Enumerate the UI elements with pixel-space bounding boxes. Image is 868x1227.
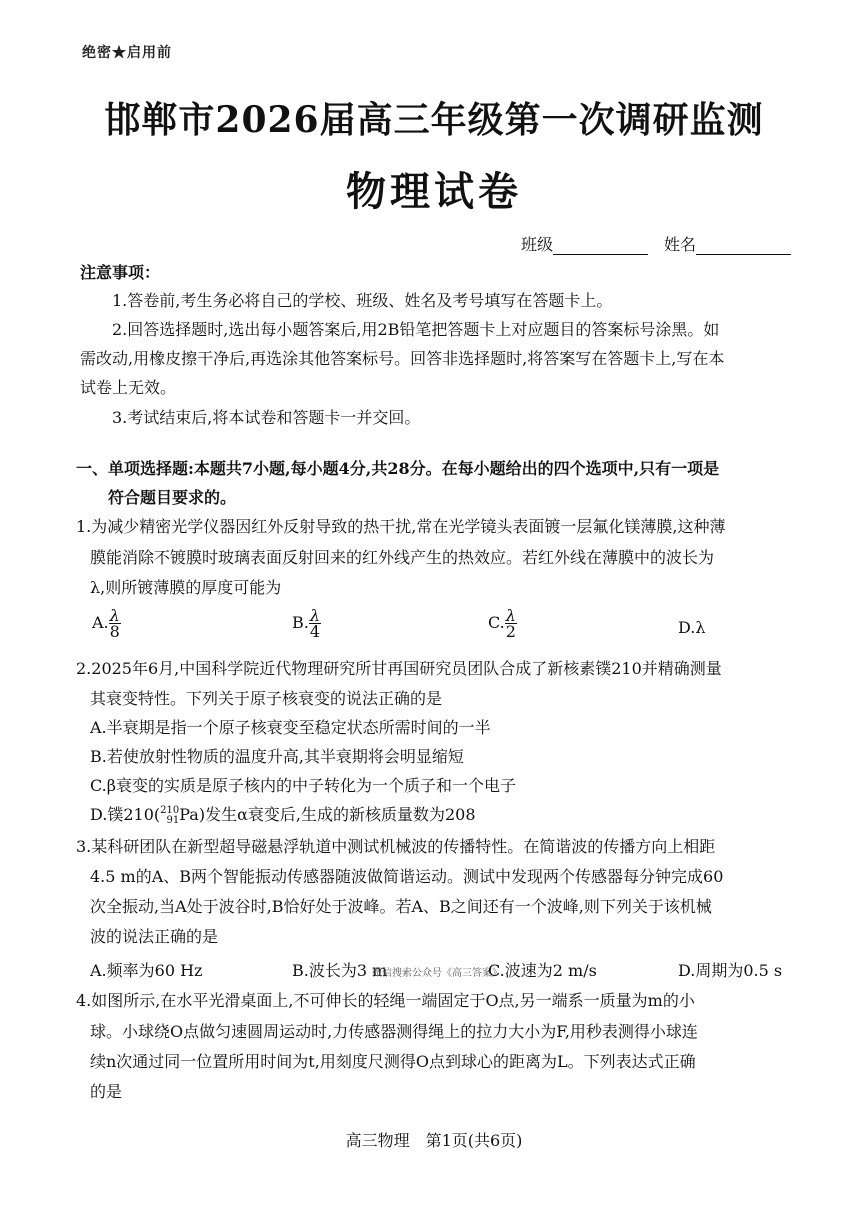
section1-heading-cont: 符合题目要求的。 (108, 488, 237, 507)
class-label: 班级 (521, 235, 554, 254)
q1-option-b-num: λ (309, 606, 320, 625)
q3-line4: 波的说法正确的是 (90, 927, 219, 946)
q2-option-b[interactable]: B.若使放射性物质的温度升高,其半衰期将会明显缩短 (90, 747, 464, 766)
q1-option-c-num: λ (505, 606, 516, 625)
nuclide-atomic-number: 91 (166, 814, 180, 826)
q4-line2: 球。小球绕O点做匀速圆周运动时,力传感器测得绳上的拉力大小为F,用秒表测得小球连 (90, 1022, 698, 1041)
q1-option-a-den: 8 (109, 622, 120, 641)
nuclide-mass-number: 210 (160, 804, 180, 816)
q1-option-d[interactable]: D.λ (678, 618, 706, 637)
q1-line3: λ,则所镀薄膜的厚度可能为 (90, 578, 282, 597)
q1-option-c-den: 2 (505, 622, 516, 641)
q3-line3: 次全振动,当A处于波谷时,B恰好处于波峰。若A、B之间还有一个波峰,则下列关于该机械 (90, 897, 712, 916)
q1-option-a[interactable] (92, 608, 121, 639)
q2-line1: 2.2025年6月,中国科学院近代物理研究所甘再国研究员团队合成了新核素镤210并精确测量 (76, 659, 722, 678)
confidential-label: 绝密★启用前 (82, 45, 172, 61)
q3-option-d[interactable]: D.周期为0.5 s (678, 961, 783, 980)
q1-option-a-label: A. (92, 613, 109, 632)
q2-line2: 其衰变特性。下列关于原子核衰变的说法正确的是 (90, 689, 443, 708)
q1-line1: 1.为减少精密光学仪器因红外反射导致的热干扰,常在光学镜头表面镀一层氟化镁薄膜,这种薄 (76, 517, 726, 536)
q2-option-d-prefix: D.镤210( (90, 805, 161, 824)
nuclide-symbol: Pa (179, 805, 199, 824)
q4-line1: 4.如图所示,在水平光滑桌面上,不可伸长的轻绳一端固定于O点,另一端系一质量为m的小 (76, 991, 695, 1010)
q1-option-b-label: B. (292, 613, 309, 632)
notice-item-2-line1: 2.回答选择题时,选出每小题答案后,用2B铅笔把答题卡上对应题目的答案标号涂黑。如 (112, 320, 720, 339)
q2-option-a[interactable]: A.半衰期是指一个原子核衰变至稳定状态所需时间的一半 (90, 718, 491, 737)
class-blank[interactable] (553, 240, 648, 255)
name-label: 姓名 (664, 235, 697, 254)
q1-option-c-label: C. (488, 613, 505, 632)
exam-subject-title: 物理试卷 (346, 168, 522, 215)
notice-item-2-line2: 需改动,用橡皮擦干净后,再选涂其他答案标号。回答非选择题时,将答案写在答题卡上,写在本 (80, 349, 725, 368)
q1-option-a-num: λ (109, 606, 120, 625)
q4-line3: 续n次通过同一位置所用时间为t,用刻度尺测得O点到球心的距离为L。下列表达式正确 (90, 1052, 696, 1071)
page-footer: 高三物理 第1页(共6页) (345, 1131, 523, 1150)
q1-option-b-den: 4 (309, 622, 320, 641)
notice-item-3: 3.考试结束后,将本试卷和答题卡一并交回。 (112, 408, 421, 427)
section1-heading: 一、单项选择题:本题共7小题,每小题4分,共28分。在每小题给出的四个选项中,只有一项是 (76, 459, 720, 478)
q3-line2: 4.5 m的A、B两个智能振动传感器随波做简谐运动。测试中发现两个传感器每分钟完成60 (90, 867, 724, 886)
q3-option-a[interactable]: A.频率为60 Hz (90, 961, 203, 980)
notice-item-1: 1.答卷前,考生务必将自己的学校、班级、姓名及考号填写在答题卡上。 (112, 291, 613, 310)
q3-line1: 3.某科研团队在新型超导磁悬浮轨道中测试机械波的传播特性。在简谐波的传播方向上相距 (76, 837, 716, 856)
notice-item-2-line3: 试卷上无效。 (80, 378, 177, 397)
q2-option-c[interactable]: C.β衰变的实质是原子核内的中子转化为一个质子和一个电子 (90, 776, 517, 795)
q3-option-c[interactable]: C.波速为2 m/s (488, 961, 597, 980)
q2-option-d-suffix: )发生α衰变后,生成的新核质量数为208 (198, 805, 476, 824)
exam-title: 邯郸市2026届高三年级第一次调研监测 (104, 99, 764, 141)
student-info-fields (521, 232, 791, 255)
watermark-text: 微信搜索公众号《高三答案》 (372, 968, 502, 979)
q1-option-c[interactable] (488, 608, 517, 639)
q1-line2: 膜能消除不镀膜时玻璃表面反射回来的红外线产生的热效应。若红外线在薄膜中的波长为 (90, 548, 715, 567)
q4-line4: 的是 (90, 1082, 123, 1101)
q3-option-b[interactable]: B.波长为3 m (292, 961, 388, 980)
notice-heading: 注意事项： (80, 263, 161, 282)
q1-option-b[interactable] (292, 608, 321, 639)
name-blank[interactable] (696, 240, 791, 255)
q2-option-d[interactable] (90, 800, 476, 829)
